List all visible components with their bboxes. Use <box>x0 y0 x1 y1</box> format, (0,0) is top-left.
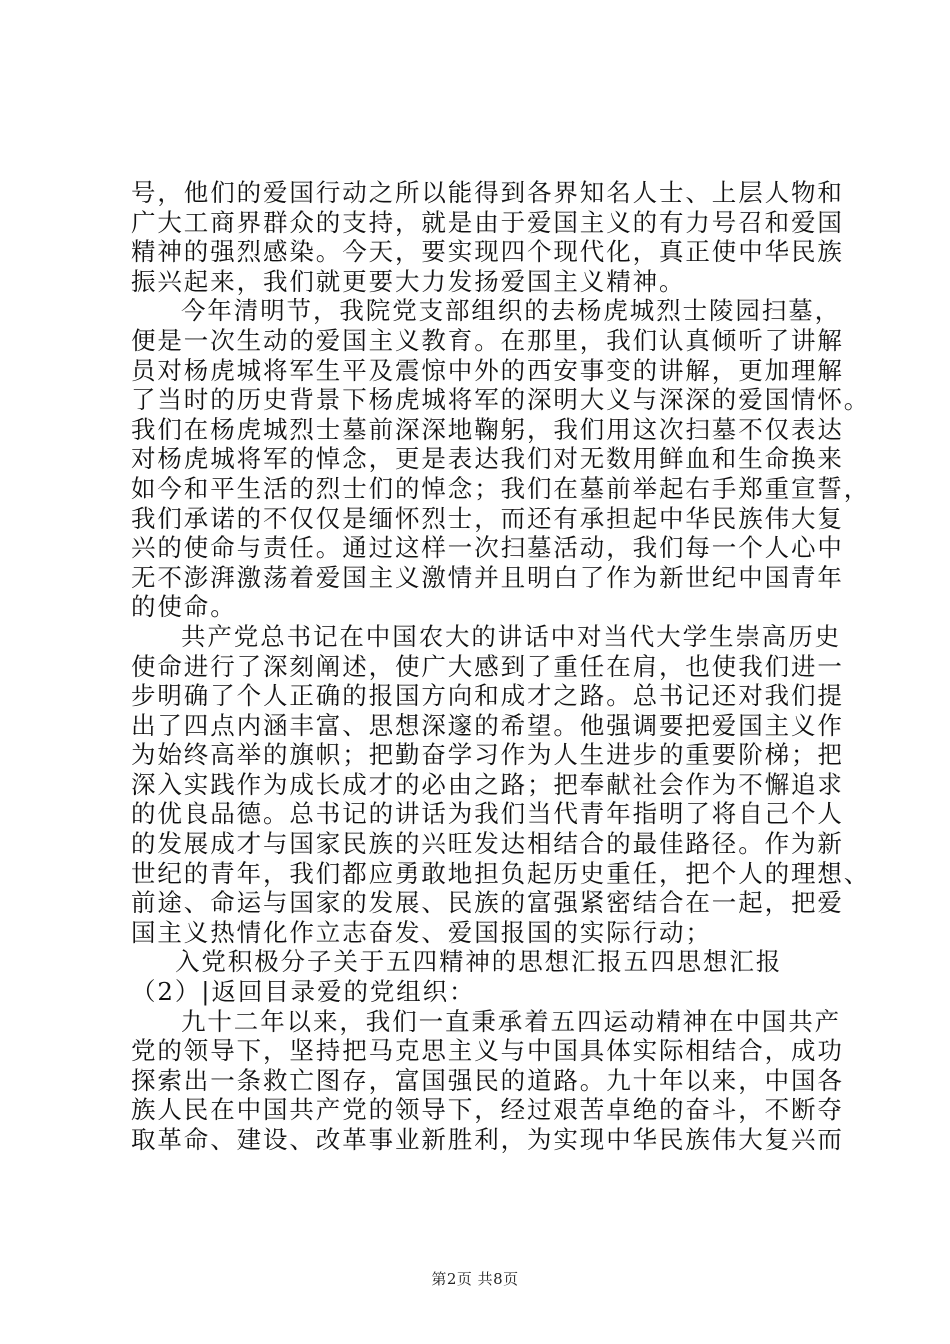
text-line: 国主义热情化作立志奋发、爱国报国的实际行动； <box>131 917 712 947</box>
text-line: 我们承诺的不仅仅是缅怀烈士，而还有承担起中华民族伟大复 <box>131 503 844 533</box>
text-line: 前途、命运与国家的发展、民族的富强紧密结合在一起，把爱 <box>131 888 844 918</box>
text-line: 世纪的青年，我们都应勇敢地担负起历史重任，把个人的理想、 <box>131 858 871 888</box>
body-text <box>131 178 871 1155</box>
paragraph-start-line: 共产党总书记在中国农大的讲话中对当代大学生崇高历史 <box>181 621 841 651</box>
page-number-footer: 第2页 共8页 <box>431 1270 519 1288</box>
text-line: 的发展成才与国家民族的兴旺发达相结合的最佳路径。作为新 <box>131 829 844 859</box>
text-line: 广大工商界群众的支持，就是由于爱国主义的有力号召和爱国 <box>131 207 844 237</box>
text-line: 的使命。 <box>131 592 237 622</box>
text-line: 出了四点内涵丰富、思想深邃的希望。他强调要把爱国主义作 <box>131 710 844 740</box>
text-line: 党的领导下，坚持把马克思主义与中国具体实际相结合，成功 <box>131 1036 844 1066</box>
text-line: 员对杨虎城将军生平及震惊中外的西安事变的讲解，更加理解 <box>131 355 844 385</box>
section-heading-line: 入党积极分子关于五四精神的思想汇报五四思想汇报 <box>175 947 783 977</box>
text-line: 如今和平生活的烈士们的悼念；我们在墓前举起右手郑重宣誓， <box>131 473 871 503</box>
text-line: 探索出一条救亡图存，富国强民的道路。九十年以来，中国各 <box>131 1065 844 1095</box>
text-line: 取革命、建设、改革事业新胜利，为实现中华民族伟大复兴而 <box>131 1125 844 1154</box>
paragraph-start-line: 今年清明节，我院党支部组织的去杨虎城烈士陵园扫墓， <box>181 296 841 326</box>
section-heading-line: （2）|返回目录爱的党组织： <box>131 977 476 1007</box>
text-line: 兴的使命与责任。通过这样一次扫墓活动，我们每一个人心中 <box>131 533 844 563</box>
text-line: 族人民在中国共产党的领导下，经过艰苦卓绝的奋斗，不断夺 <box>131 1095 844 1125</box>
text-line: 无不澎湃激荡着爱国主义激情并且明白了作为新世纪中国青年 <box>131 562 844 592</box>
text-line: 深入实践作为成长成才的必由之路；把奉献社会作为不懈追求 <box>131 769 844 799</box>
text-line: 了当时的历史背景下杨虎城将军的深明大义与深深的爱国情怀。 <box>131 385 871 415</box>
text-line: 精神的强烈感染。今天，要实现四个现代化，真正使中华民族 <box>131 237 844 267</box>
text-line: 我们在杨虎城烈士墓前深深地鞠躬，我们用这次扫墓不仅表达 <box>131 414 844 444</box>
text-line: 便是一次生动的爱国主义教育。在那里，我们认真倾听了讲解 <box>131 325 844 355</box>
text-line: 号，他们的爱国行动之所以能得到各界知名人士、上层人物和 <box>131 178 844 207</box>
text-line: 振兴起来，我们就更要大力发扬爱国主义精神。 <box>131 266 686 296</box>
text-line: 的优良品德。总书记的讲话为我们当代青年指明了将自己个人 <box>131 799 844 829</box>
paragraph-start-line: 九十二年以来，我们一直秉承着五四运动精神在中国共产 <box>181 1006 841 1036</box>
text-line: 步明确了个人正确的报国方向和成才之路。总书记还对我们提 <box>131 681 844 711</box>
text-line: 使命进行了深刻阐述，使广大感到了重任在肩，也使我们进一 <box>131 651 844 681</box>
text-line: 为始终高举的旗帜；把勤奋学习作为人生进步的重要阶梯；把 <box>131 740 844 770</box>
text-line: 对杨虎城将军的悼念，更是表达我们对无数用鲜血和生命换来 <box>131 444 844 474</box>
